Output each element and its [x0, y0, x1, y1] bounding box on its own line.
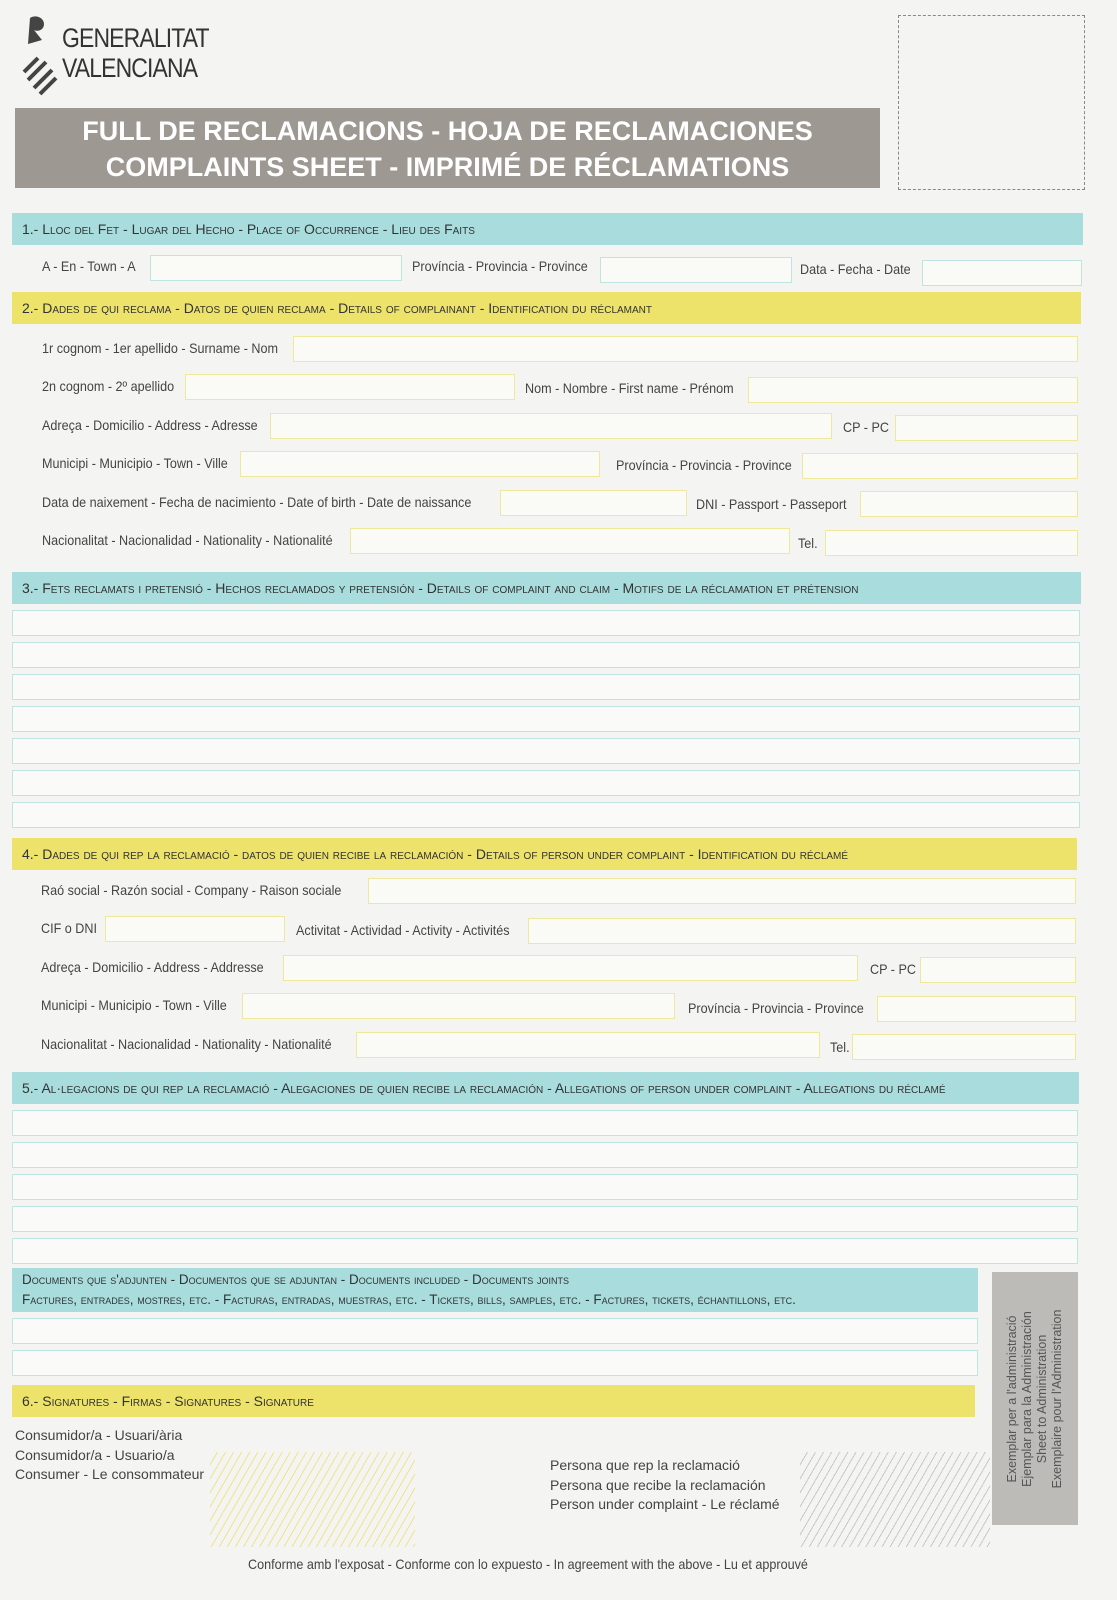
first-name-field[interactable]	[748, 377, 1078, 403]
side-line-ca: Exemplar per a l'administració	[1005, 1314, 1019, 1483]
documents-line-2[interactable]	[12, 1350, 978, 1376]
r-town-field[interactable]	[242, 993, 675, 1019]
side-line-es: Ejemplar para la Administración	[1020, 1310, 1034, 1487]
consumer-label-es: Consumidor/a - Usuario/a	[15, 1446, 175, 1463]
respondent-label-es: Persona que recibe la reclamación	[550, 1476, 766, 1493]
dob-field[interactable]	[500, 490, 687, 516]
section-2-header: 2.- Dades de qui reclama - Datos de quien reclama - Details of complainant - Identification du réclamant	[12, 292, 1081, 324]
complaint-line-6[interactable]	[12, 770, 1080, 796]
r-tel-field[interactable]	[852, 1034, 1076, 1060]
allegation-line-4[interactable]	[12, 1206, 1078, 1232]
consumer-label	[15, 1426, 204, 1485]
r-town-label: Municipi - Municipio - Town - Ville	[41, 997, 227, 1013]
place-province-field[interactable]	[600, 257, 792, 283]
section-1-header: 1.- Lloc del Fet - Lugar del Hecho - Place of Occurrence - Lieu des Faits	[12, 213, 1083, 245]
first-name-label: Nom - Nombre - First name - Prénom	[525, 380, 734, 396]
surname2-label: 2n cognom - 2º apellido	[42, 378, 175, 394]
complaint-line-1[interactable]	[12, 610, 1080, 636]
title-line-1: FULL DE RECLAMACIONS - HOJA DE RECLAMACIONES	[82, 116, 813, 146]
bat-emblem-icon	[20, 14, 62, 96]
r-tel-label: Tel.	[830, 1039, 850, 1055]
complaint-line-2[interactable]	[12, 642, 1080, 668]
r-address-label: Adreça - Domicilio - Address - Addresse	[41, 959, 264, 975]
allegation-line-3[interactable]	[12, 1174, 1078, 1200]
r-nationality-field[interactable]	[356, 1032, 820, 1058]
logo-text-2: VALENCIANA	[62, 53, 198, 83]
logo-text-1: GENERALITAT	[62, 23, 209, 53]
activity-field[interactable]	[528, 918, 1076, 944]
place-date-field[interactable]	[922, 260, 1082, 286]
surname1-label: 1r cognom - 1er apellido - Surname - Nom	[42, 340, 279, 356]
documents-header	[12, 1268, 978, 1312]
r-nationality-label: Nacionalitat - Nacionalidad - Nationality - Nationalité	[41, 1036, 332, 1052]
province-field[interactable]	[802, 453, 1078, 479]
nationality-label: Nacionalitat - Nacionalidad - Nationality - Nationalité	[42, 532, 333, 548]
respondent-label	[550, 1456, 780, 1515]
complaint-line-3[interactable]	[12, 674, 1080, 700]
title-line-2: COMPLAINTS SHEET - IMPRIMÉ DE RÉCLAMATIONS	[105, 152, 790, 182]
surname2-field[interactable]	[185, 374, 515, 400]
surname1-field[interactable]	[293, 336, 1078, 362]
activity-label: Activitat - Actividad - Activity - Activités	[296, 922, 510, 938]
r-cp-field[interactable]	[920, 957, 1076, 983]
section-5-header: 5.- Al·legacions de qui rep la reclamació - Alegaciones de quien recibe la reclamación - Allegations of person under complaint - Allegations du réclamé	[12, 1072, 1079, 1104]
province-label: Província - Provincia - Province	[616, 457, 792, 473]
documents-title: Documents que s'adjunten - Documentos que se adjuntan - Documents included - Documents joints	[22, 1272, 570, 1287]
side-line-fr: Exemplaire pour l'Administration	[1050, 1309, 1064, 1488]
stamp-box	[898, 15, 1085, 190]
consumer-label-ca: Consumidor/a - Usuari/ària	[15, 1427, 183, 1443]
tel-field[interactable]	[825, 530, 1078, 556]
r-address-field[interactable]	[283, 955, 858, 981]
cif-label: CIF o DNI	[41, 920, 98, 936]
section-6-header: 6.- Signatures - Firmas - Signatures - Signature	[12, 1385, 975, 1417]
place-town-field[interactable]	[150, 255, 402, 281]
respondent-label-ca: Persona que rep la reclamació	[550, 1457, 740, 1473]
complaint-line-7[interactable]	[12, 802, 1080, 828]
dni-label: DNI - Passport - Passeport	[696, 496, 847, 512]
dob-label: Data de naixement - Fecha de nacimiento - Date of birth - Date de naissance	[42, 494, 472, 510]
complaint-line-5[interactable]	[12, 738, 1080, 764]
nationality-field[interactable]	[350, 528, 790, 554]
complaint-line-4[interactable]	[12, 706, 1080, 732]
agreement-text: Conforme amb l'exposat - Conforme con lo expuesto - In agreement with the above - Lu et approuvé	[248, 1556, 808, 1572]
province-label: Província - Provincia - Province	[412, 258, 588, 274]
respondent-label-en-fr: Person under complaint - Le réclamé	[550, 1496, 780, 1512]
section-4-header: 4.- Dades de qui rep la reclamació - datos de quien recibe la reclamación - Details of person under complaint - Identification du réclamé	[12, 838, 1077, 870]
r-cp-label: CP - PC	[870, 961, 916, 977]
page-title	[15, 108, 880, 188]
consumer-signature-area[interactable]	[210, 1452, 415, 1547]
copy-designation-text	[1005, 1309, 1065, 1488]
consumer-label-en-fr: Consumer - Le consommateur	[15, 1466, 205, 1482]
cp-label: CP - PC	[843, 419, 889, 435]
dni-field[interactable]	[860, 491, 1078, 517]
section-3-header: 3.- Fets reclamats i pretensió - Hechos reclamados y pretensión - Details of complaint and claim - Motifs de la réclamation et prétension	[12, 572, 1081, 604]
copy-designation-box	[992, 1272, 1078, 1525]
r-province-field[interactable]	[877, 996, 1076, 1022]
allegation-line-1[interactable]	[12, 1110, 1078, 1136]
address-field[interactable]	[270, 413, 832, 439]
address-label: Adreça - Domicilio - Address - Adresse	[42, 417, 258, 433]
tel-label: Tel.	[798, 535, 818, 551]
allegation-line-5[interactable]	[12, 1238, 1078, 1264]
town-label: A - En - Town - A	[42, 258, 136, 274]
documents-line-1[interactable]	[12, 1318, 978, 1344]
town-field[interactable]	[240, 451, 600, 477]
cp-field[interactable]	[895, 415, 1078, 441]
company-field[interactable]	[368, 878, 1076, 904]
side-line-en: Sheet to Administration	[1035, 1334, 1049, 1463]
r-province-label: Província - Provincia - Province	[688, 1000, 864, 1016]
town-label: Municipi - Municipio - Town - Ville	[42, 455, 228, 471]
company-label: Raó social - Razón social - Company - Raison sociale	[41, 882, 342, 898]
date-label: Data - Fecha - Date	[800, 261, 911, 277]
respondent-signature-area[interactable]	[800, 1452, 990, 1547]
documents-subtitle: Factures, entrades, mostres, etc. - Facturas, entradas, muestras, etc. - Tickets, bills, samples, etc. - Factures, tickets, échantillons, etc.	[22, 1292, 796, 1307]
allegation-line-2[interactable]	[12, 1142, 1078, 1168]
cif-field[interactable]	[105, 916, 285, 942]
